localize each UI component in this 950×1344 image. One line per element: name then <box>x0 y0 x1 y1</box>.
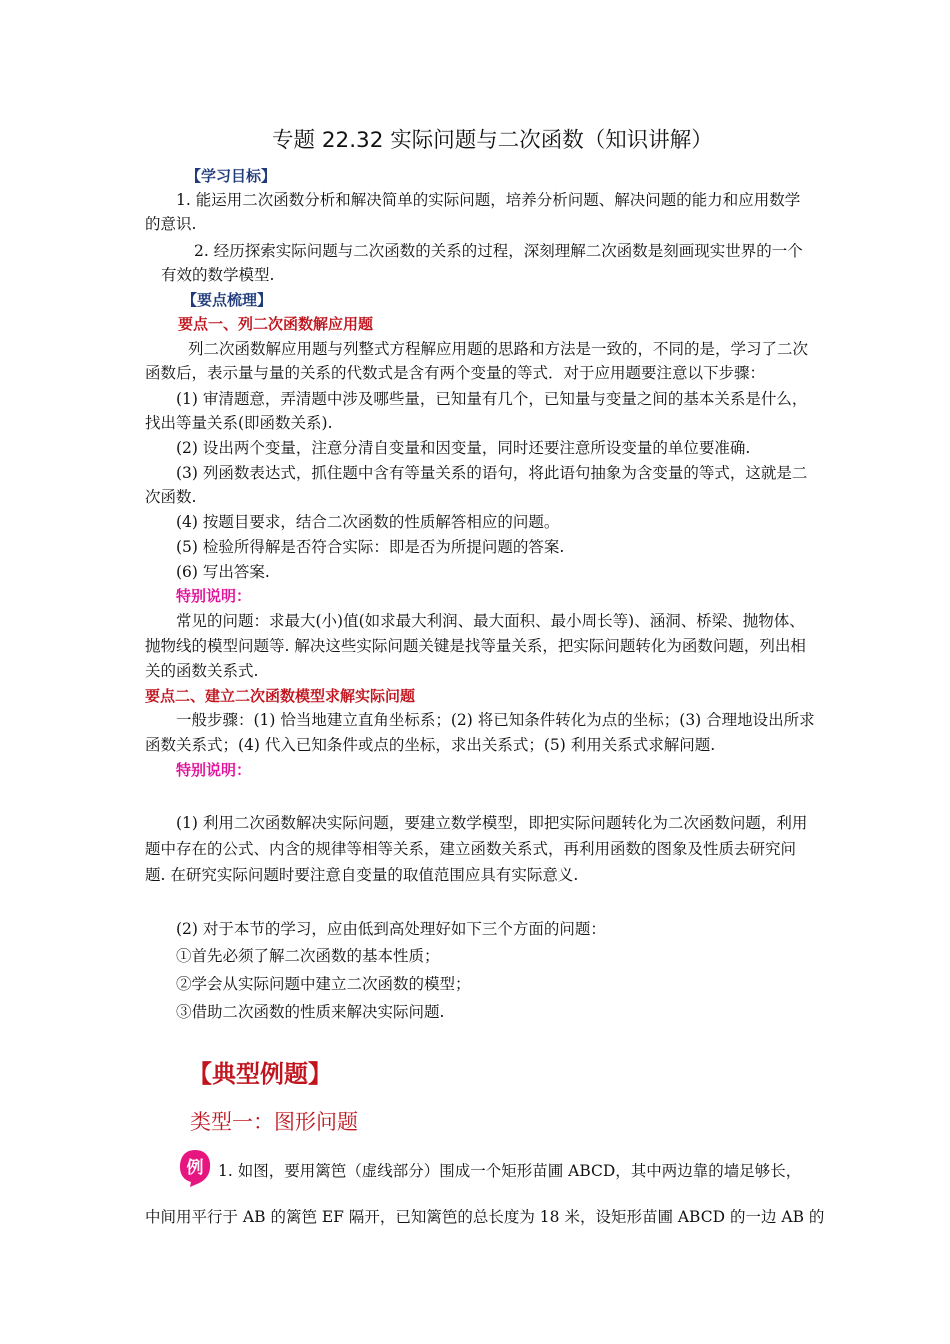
special-note-2-line: (1) 利用二次函数解决实际问题，要建立数学模型，即把实际问题转化为二次函数问题，利用 <box>176 814 808 832</box>
point-1-paragraph-line: 列二次函数解应用题与列整式方程解应用题的思路和方法是一致的，不同的是，学习了二次 <box>188 340 809 358</box>
special-note-2-line: 题中存在的公式、内含的规律等相等关系，建立函数关系式，再利用函数的图象及性质去研究问 <box>145 840 797 858</box>
section-heading-points: 【要点梳理】 <box>182 291 273 309</box>
point-1-paragraph-line: (4) 按题目要求，结合二次函数的性质解答相应的问题。 <box>176 513 560 531</box>
goal-1-line-1: 1. 能运用二次函数分析和解决简单的实际问题，培养分析问题、解决问题的能力和应用数学 <box>176 191 801 209</box>
point-1-paragraph-line: (3) 列函数表达式，抓住题中含有等量关系的语句，将此语句抽象为含变量的等式，这就是二 <box>176 464 808 482</box>
document-title: 专题 22.32 实际问题与二次函数（知识讲解） <box>272 128 713 153</box>
point-1-paragraph-line: (5) 检验所得解是否符合实际：即是否为所提问题的答案. <box>176 538 565 556</box>
goal-2-line-2: 有效的数学模型. <box>161 266 275 284</box>
example-1-line: 中间用平行于 AB 的篱笆 EF 隔开，已知篱笆的总长度为 18 米，设矩形苗圃 ABCD 的一边 AB 的 <box>145 1208 825 1226</box>
example-badge-icon <box>178 1148 212 1188</box>
special-note-1-label: 特别说明： <box>176 587 252 605</box>
section-heading-goals: 【学习目标】 <box>186 167 277 185</box>
special-note-2-line: (2) 对于本节的学习，应由低到高处理好如下三个方面的问题： <box>176 920 606 938</box>
point-2-paragraph-line: 一般步骤：(1) 恰当地建立直角坐标系；(2) 将已知条件转化为点的坐标；(3) 合理地设出所求 <box>176 711 815 729</box>
special-note-2-line: ①首先必须了解二次函数的基本性质； <box>176 947 440 965</box>
point-1-paragraph-line: (1) 审清题意，弄清题中涉及哪些量，已知量有几个，已知量与变量之间的基本关系是什么， <box>176 390 808 408</box>
point-1-paragraph-line: 函数后，表示量与量的关系的代数式是含有两个变量的等式．对于应用题要注意以下步骤： <box>145 364 766 382</box>
special-note-2-line: 题. 在研究实际问题时要注意自变量的取值范围应具有实际意义. <box>145 866 579 884</box>
type-1-heading: 类型一：图形问题 <box>190 1110 358 1134</box>
point-1-title: 要点一、列二次函数解应用题 <box>178 315 374 333</box>
special-note-2-line: ②学会从实际问题中建立二次函数的模型； <box>176 975 471 993</box>
goal-1-line-2: 的意识. <box>145 215 197 233</box>
example-1-line: 1. 如图，要用篱笆（虚线部分）围成一个矩形苗圃 ABCD，其中两边靠的墙足够长， <box>218 1162 802 1180</box>
special-note-2-label: 特别说明： <box>176 761 252 779</box>
goal-2-line-1: 2. 经历探索实际问题与二次函数的关系的过程，深刻理解二次函数是刻画现实世界的一个 <box>194 242 803 260</box>
example-badge-label: 例 <box>186 1158 204 1178</box>
point-1-paragraph-line: 找出等量关系(即函数关系). <box>145 414 333 432</box>
point-1-paragraph-line: (6) 写出答案. <box>176 563 270 581</box>
point-2-title: 要点二、建立二次函数模型求解实际问题 <box>145 687 416 705</box>
point-2-paragraph-line: 函数关系式；(4) 代入已知条件或点的坐标，求出关系式；(5) 利用关系式求解问题. <box>145 736 716 754</box>
special-note-2-line: ③借助二次函数的性质来解决实际问题. <box>176 1003 445 1021</box>
point-1-paragraph-line: (2) 设出两个变量，注意分清自变量和因变量，同时还要注意所设变量的单位要准确. <box>176 439 751 457</box>
section-heading-examples: 【典型例题】 <box>188 1060 332 1088</box>
point-1-paragraph-line: 次函数. <box>145 488 197 506</box>
special-note-1-line: 关的函数关系式. <box>145 662 259 680</box>
special-note-1-line: 抛物线的模型问题等. 解决这些实际问题关键是找等量关系，把实际问题转化为函数问题，列出相 <box>145 637 806 655</box>
special-note-1-line: 常见的问题：求最大(小)值(如求最大利润、最大面积、最小周长等)、涵洞、桥梁、抛物体、 <box>176 612 805 630</box>
